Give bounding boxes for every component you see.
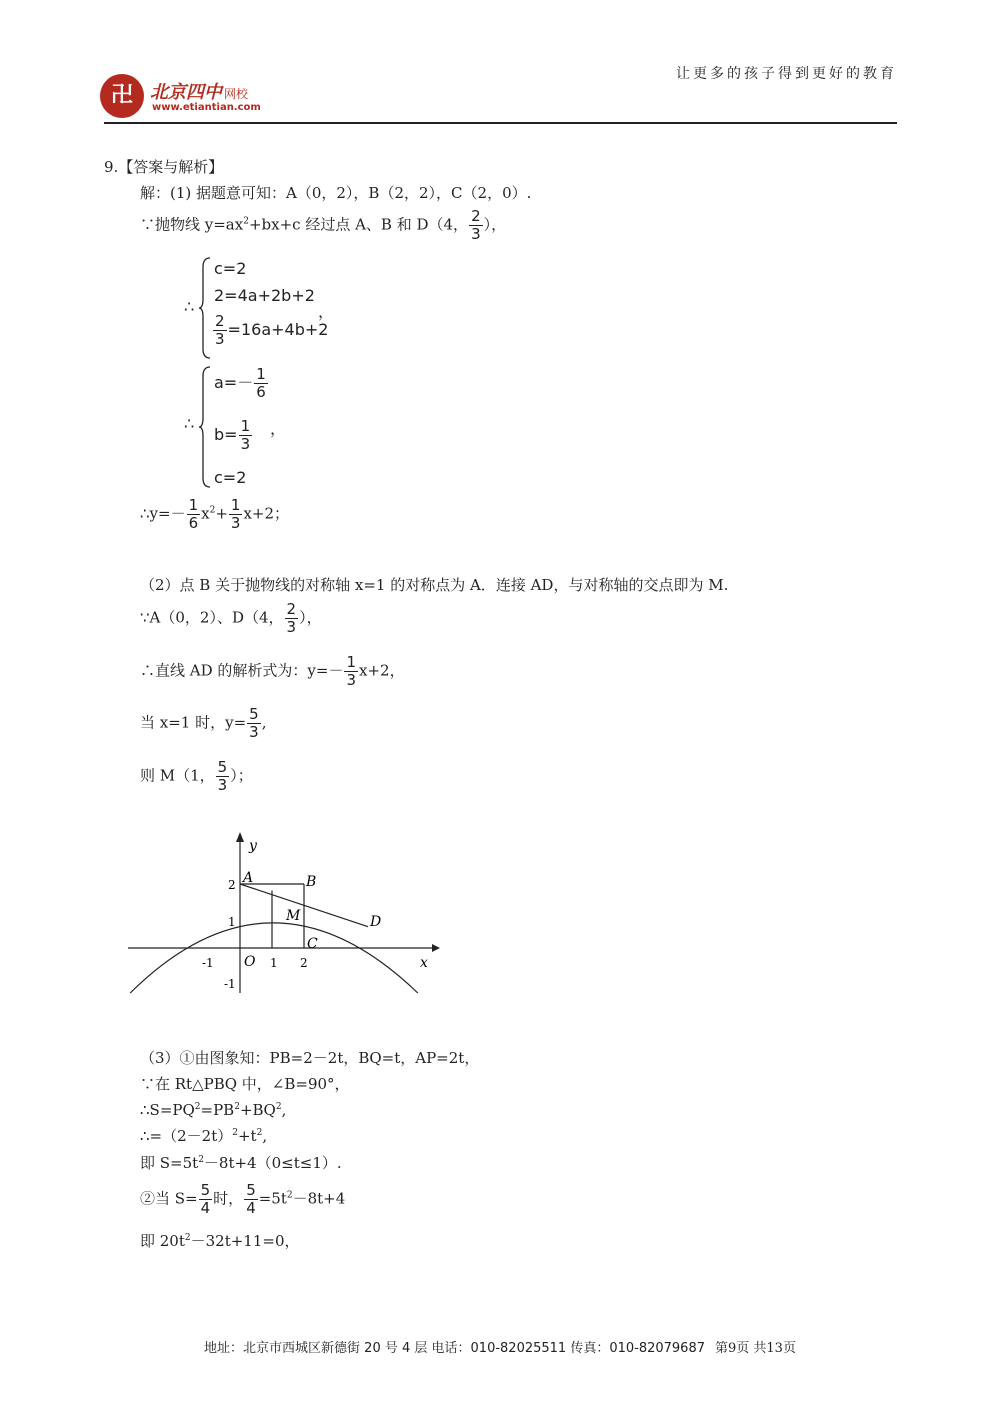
part3-line1: （3）①由图象知：PB=2－2t，BQ=t，AP=2t， (140, 1049, 480, 1067)
tick-y-1: 1 (228, 915, 236, 929)
part2-line1: （2）点 B 关于抛物线的对称轴 x=1 的对称点为 A．连接 AD，与对称轴的交点即为 M. (140, 576, 729, 594)
left-brace-icon (198, 366, 212, 488)
tick-x-neg1: -1 (202, 956, 214, 970)
footer-address: 地址：北京市西城区新德街 20 号 4 层 电话：010-82025511 传真：010-82079687 (204, 1341, 705, 1356)
logo-mark-icon: 卍 (100, 74, 144, 118)
part3-line7: 即 $20t^2-32t+11=0$， (140, 1232, 300, 1250)
point-label-D: D (370, 914, 382, 930)
left-brace-icon (198, 257, 212, 359)
point-label-B: B (306, 874, 317, 890)
y-axis-arrow-icon (236, 832, 244, 842)
origin-label: O (244, 954, 256, 970)
part1-line1: 解：(1) 据题意可知：A（0，2），B（2，2），C（2，0）. (140, 184, 532, 202)
header-slogan: 让更多的孩子得到更好的教育 (676, 66, 897, 82)
part2-line5: 则 M（1， $\frac{5}{3}$ ）； (140, 758, 253, 794)
equation-system-2 (180, 364, 300, 490)
point-label-C: C (307, 936, 318, 952)
tick-x-2: 2 (300, 956, 308, 970)
system1-row1: c=2 (214, 259, 247, 278)
x-axis-arrow-icon (432, 944, 440, 952)
page-footer (0, 1337, 1000, 1356)
system2-row3: c=2 (214, 468, 247, 487)
system2-comma: ， (270, 419, 287, 438)
part3-line5: 即 $S=5t^2-8t+4(0\le t\le 1)$. (140, 1154, 342, 1172)
part3-line3: $\therefore S=PQ^2=PB^2+BQ^2$, (140, 1101, 287, 1119)
tick-y-neg1: -1 (224, 977, 236, 991)
system2-row2: b= $\frac{1}{3}$ (214, 417, 251, 453)
system1-therefore: ∴ (184, 297, 195, 316)
site-logo (100, 72, 275, 120)
header-divider (104, 122, 897, 124)
logo-name: 北京四中 网校 (150, 82, 249, 103)
question-title: 9.【答案与解析】 (104, 158, 224, 176)
tick-x-1: 1 (270, 956, 278, 970)
part2-line2: ∵A（0，2）、D（4， $\frac{2}{3}$ ）， (140, 600, 322, 636)
part2-line4: 当 x=1 时，y= $\frac{5}{3}$ , (140, 705, 267, 741)
system2-row1: a=－ $\frac{1}{6}$ (214, 365, 266, 401)
part3-line2: ∵在 Rt△PBQ 中，∠B=90°， (140, 1075, 350, 1093)
system1-row2: 2=4a+2b+2 (214, 286, 315, 305)
system2-therefore: ∴ (184, 414, 195, 433)
equation-system-1 (180, 255, 340, 360)
axis-label-y: y (249, 838, 257, 854)
system1-comma: ， (318, 302, 335, 321)
parabola-equation: ∴y=－ $\frac{1}{6}$ $x^2+$ $\frac{1}{3}$ x+2； (140, 496, 290, 532)
axis-label-x: x (420, 955, 428, 971)
logo-url: www.etiantian.com (152, 102, 261, 113)
parabola-graph (120, 828, 440, 1000)
system1-row3: $\frac{2}{3}$ =16a+4b+2 (215, 312, 329, 348)
part1-line2: ∵抛物线 $y=ax^2+bx+c$ 经过点 A、B 和 D（4， $\frac{2}{3}$ ）， (140, 207, 507, 243)
part3-line4: $\therefore=(2-2t)^2+t^2$, (140, 1127, 268, 1145)
point-label-M: M (286, 908, 301, 924)
part3-line6: ②当 S= $\frac{5}{4}$ 时， $\frac{5}{4}$ $=5t^2-8t+4$ (140, 1181, 346, 1217)
point-label-A: A (243, 870, 254, 886)
tick-y-2: 2 (228, 878, 236, 892)
part2-line3: ∴直线 AD 的解析式为：y=－ $\frac{1}{3}$ x+2， (140, 653, 405, 689)
page-number: 第9页 共13页 (715, 1341, 796, 1356)
